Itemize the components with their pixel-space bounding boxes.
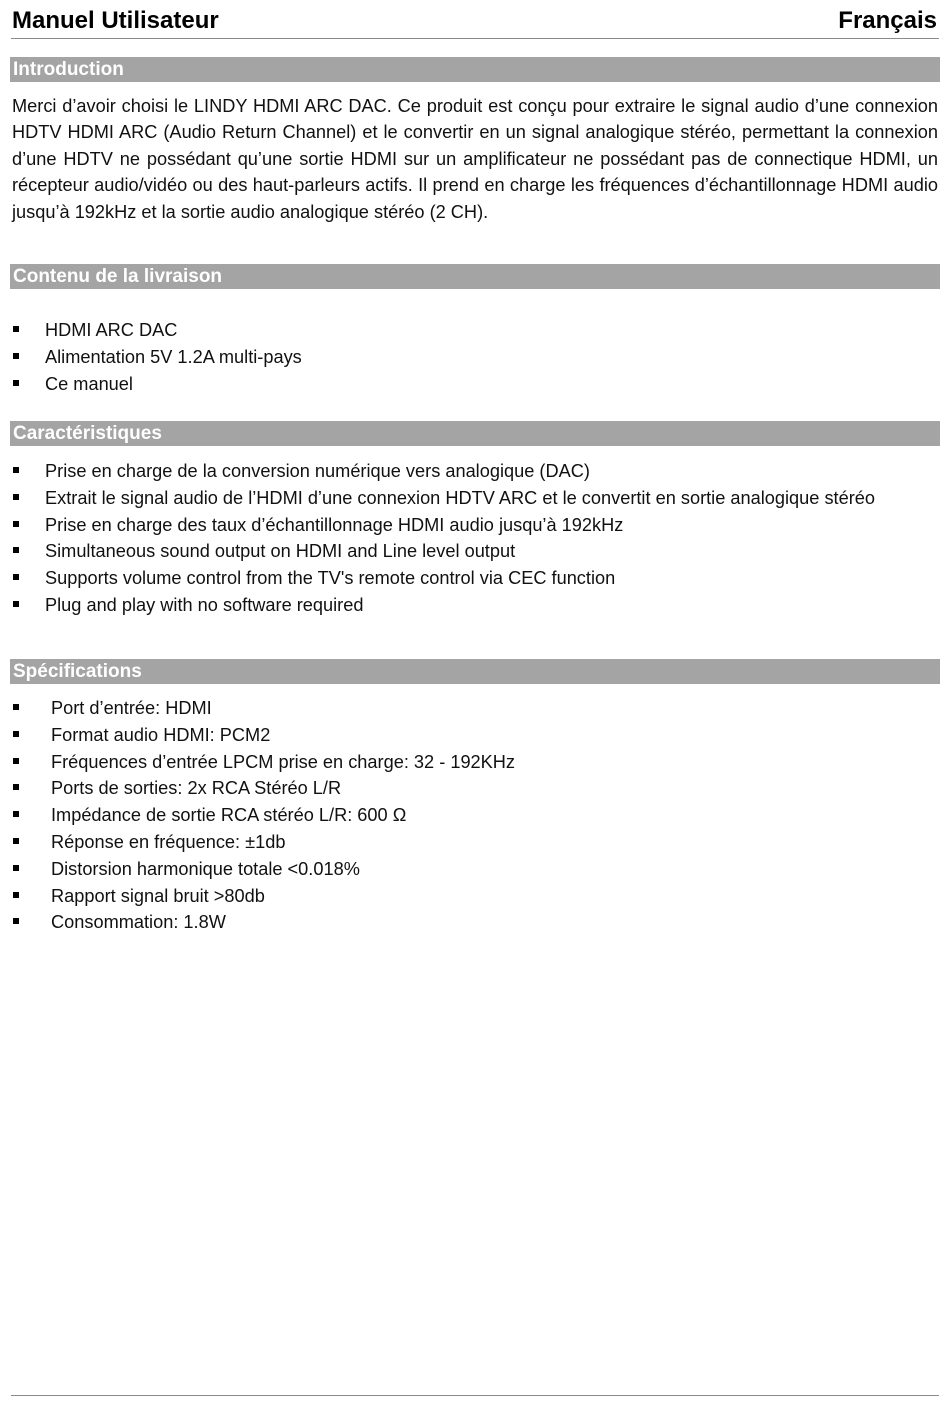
list-item: Alimentation 5V 1.2A multi-pays [12,344,938,371]
list-item: Rapport signal bruit >80db [12,883,938,910]
document-title: Manuel Utilisateur [12,7,219,34]
bullet-square-icon [13,547,19,553]
list-item: Distorsion harmonique totale <0.018% [12,856,938,883]
list-item: Fréquences d’entrée LPCM prise en charge: 32 - 192KHz [12,749,938,776]
bullet-square-icon [13,784,19,790]
list-item: Consommation: 1.8W [12,909,938,936]
list-item: Port d’entrée: HDMI [12,695,938,722]
bullet-square-icon [13,521,19,527]
list-item: Extrait le signal audio de l’HDMI d’une connexion HDTV ARC et le convertit en sortie analogique stéréo [12,485,938,512]
bullet-square-icon [13,892,19,898]
bullet-square-icon [13,704,19,710]
list-item: Format audio HDMI: PCM2 [12,722,938,749]
section-heading-package-contents: Contenu de la livraison [10,264,940,289]
bullet-square-icon [13,353,19,359]
page-header [11,4,939,39]
list-item: Simultaneous sound output on HDMI and Line level output [12,538,938,565]
list-item: Réponse en fréquence: ±1db [12,829,938,856]
bullet-square-icon [13,811,19,817]
introduction-paragraph: Merci d’avoir choisi le LINDY HDMI ARC DAC. Ce produit est conçu pour extraire le signal audio d’une connexion HDTV HDMI ARC (Audio Return Channel) et le convertir en un signal analogique stéréo, permettant la connexion d’une HDTV ne possédant qu’une sortie HDMI sur un amplificateur ne possédant pas de connectique HDMI, un récepteur audio/vidéo ou des haut-parleurs actifs. Il prend en charge les fréquences d’échantillonnage HDMI audio jusqu’à 192kHz et la sortie audio analogique stéréo (2 CH). [12,96,938,222]
specifications-list [12,695,938,936]
bullet-square-icon [13,758,19,764]
section-heading-specifications: Spécifications [10,659,940,684]
bullet-square-icon [13,601,19,607]
bullet-square-icon [13,326,19,332]
list-item: Ce manuel [12,371,938,398]
bullet-square-icon [13,494,19,500]
bullet-square-icon [13,918,19,924]
list-item: Plug and play with no software required [12,592,938,619]
language-label: Français [838,7,937,34]
bullet-square-icon [13,380,19,386]
section-heading-introduction: Introduction [10,57,940,82]
list-item: Ports de sorties: 2x RCA Stéréo L/R [12,775,938,802]
list-item: Prise en charge de la conversion numérique vers analogique (DAC) [12,458,938,485]
section-heading-features: Caractéristiques [10,421,940,446]
footer-divider [11,1395,939,1396]
package-contents-list [12,317,938,397]
list-item: Prise en charge des taux d’échantillonnage HDMI audio jusqu’à 192kHz [12,512,938,539]
bullet-square-icon [13,467,19,473]
list-item: Supports volume control from the TV's remote control via CEC function [12,565,938,592]
bullet-square-icon [13,838,19,844]
bullet-square-icon [13,731,19,737]
bullet-square-icon [13,865,19,871]
list-item: Impédance de sortie RCA stéréo L/R: 600 Ω [12,802,938,829]
list-item: HDMI ARC DAC [12,317,938,344]
features-list [12,458,938,619]
bullet-square-icon [13,574,19,580]
